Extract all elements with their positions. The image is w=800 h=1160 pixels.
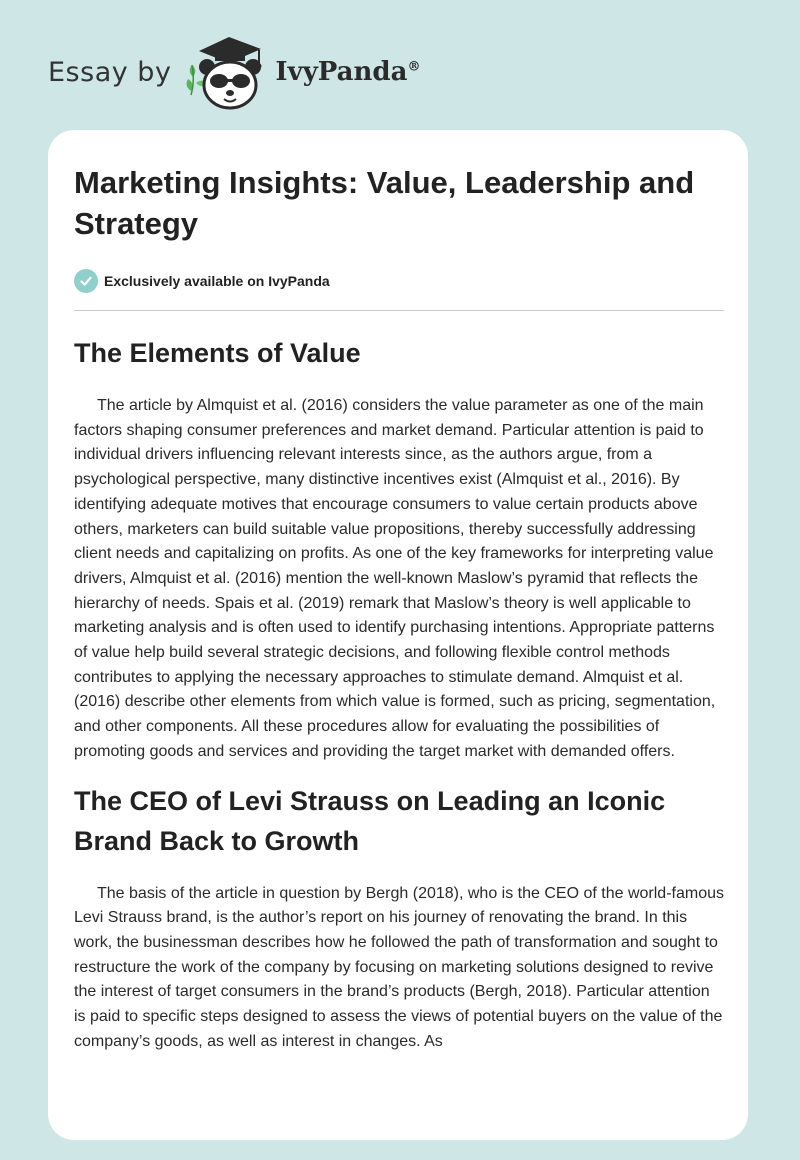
article-content bbox=[74, 162, 724, 1054]
brand-name: IvyPanda® bbox=[275, 57, 421, 87]
section-paragraph-elements-of-value: The article by Almquist et al. (2016) considers the value parameter as one of the main factors shaping consumer preferences and market demand. Particular attention is paid to individual drivers influencing relevant interests since, as the authors argue, from a psychological perspective, many distinctive incentives exist (Almquist et al., 2016). By identifying adequate motives that encourage consumers to value certain products above others, marketers can build suitable value propositions, thereby successfully addressing client needs and capitalizing on profits. As one of the key frameworks for interpreting value drivers, Almquist et al. (2016) mention the well-known Maslow’s pyramid that reflects the hierarchy of needs. Spais et al. (2019) remark that Maslow’s theory is well applicable to marketing analysis and is often used to identify purchasing intentions. Appropriate patterns of value help build several strategic decisions, and following flexible control methods contributes to applying the necessary approaches to stimulate demand. Almquist et al. (2016) describe other elements from which value is formed, such as pricing, segmentation, and other components. All these procedures allow for evaluating the possibilities of promoting goods and services and providing the target market with demanded offers. bbox=[74, 397, 716, 760]
section-heading-levi-strauss: The CEO of Levi Strauss on Leading an Iconic Brand Back to Growth bbox=[74, 785, 666, 856]
panda-graduate-icon bbox=[183, 33, 267, 111]
check-circle-icon bbox=[74, 269, 98, 293]
section-paragraph-levi-strauss: The basis of the article in question by Bergh (2018), who is the CEO of the world-famous Levi Strauss brand, is the author’s report on his journey of renovating the brand. In this work, the businessman describes how he followed the path of transformation and sought to restructure the work of the company by focusing on marketing solutions designed to revive the interest of target consumers in the brand’s products (Bergh, 2018). Particular attention is paid to specific steps designed to assess the views of potential buyers on the value of the company’s goods, as well as interest in changes. As bbox=[74, 884, 724, 1050]
ivypanda-logo[interactable] bbox=[183, 33, 420, 111]
article-title: Marketing Insights: Value, Leadership and Strategy bbox=[74, 165, 695, 241]
essay-by-label: Essay by bbox=[48, 56, 172, 88]
divider bbox=[74, 310, 724, 311]
article-card bbox=[48, 130, 748, 1140]
exclusive-text: Exclusively available on IvyPanda bbox=[104, 273, 330, 289]
exclusive-badge bbox=[74, 268, 724, 294]
section-heading-elements-of-value: The Elements of Value bbox=[74, 338, 361, 368]
site-header bbox=[48, 30, 420, 114]
registered-mark: ® bbox=[407, 59, 421, 75]
